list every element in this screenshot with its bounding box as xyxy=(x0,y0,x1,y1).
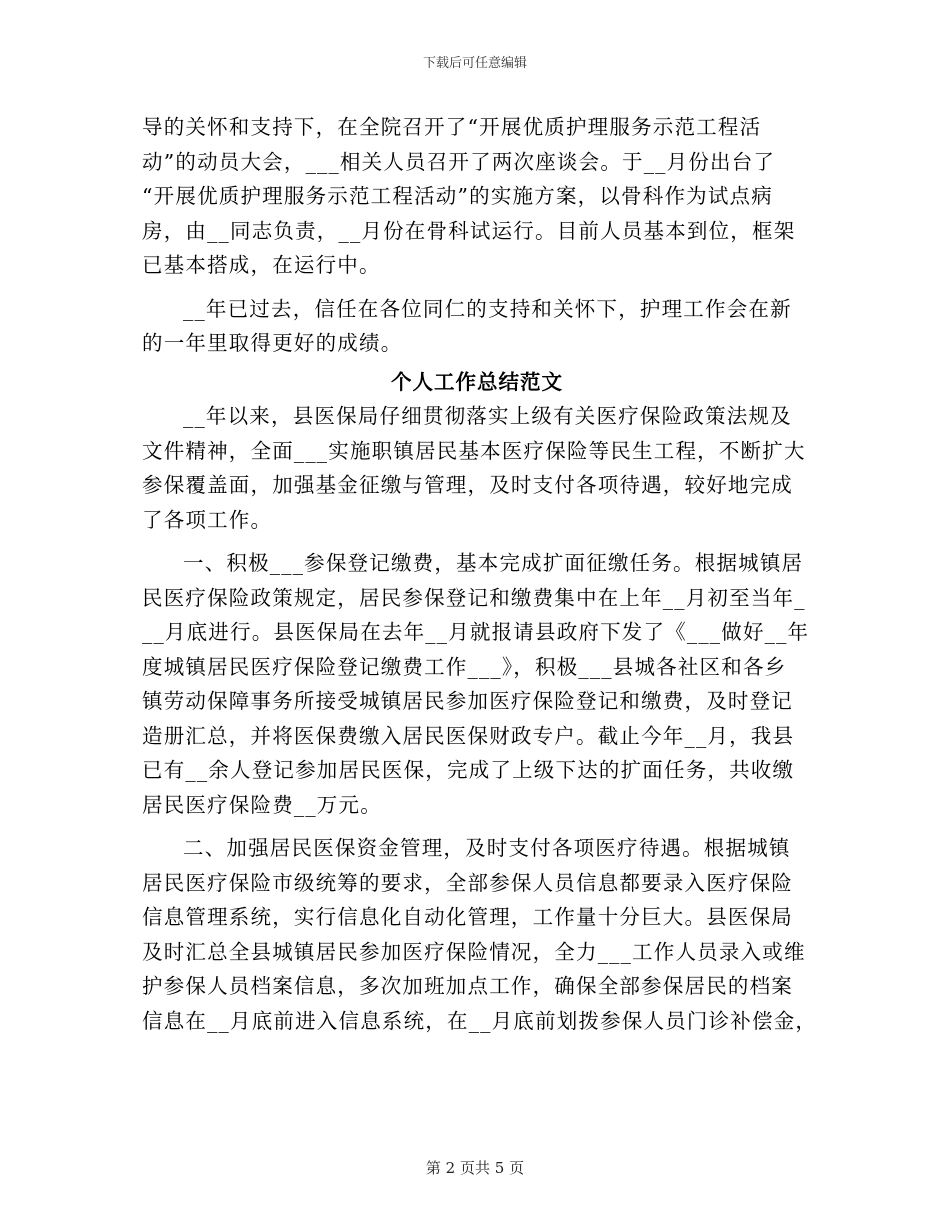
text-line: 一、积极___参保登记缴费，基本完成扩面征缴任务。根据城镇居 xyxy=(183,551,804,575)
text-line: __月底进行。县医保局在去年__月就报请县政府下发了《___做好__年 xyxy=(142,620,810,644)
text-line: __年已过去，信任在各位同仁的支持和关怀下，护理工作会在新 xyxy=(183,296,792,321)
text-line: 镇劳动保障事务所接受城镇居民参加医疗保险登记和缴费，及时登记 xyxy=(142,689,793,713)
document-body xyxy=(142,110,818,1038)
text-line: 的一年里取得更好的成绩。 xyxy=(142,331,403,355)
text-line: 了各项工作。 xyxy=(142,507,273,532)
text-line: 已基本搭成，在运行中。 xyxy=(142,253,381,277)
text-line: 度城镇居民医疗保险登记缴费工作___》，积极___县城各社区和各乡 xyxy=(142,654,787,679)
page-header: 下载后可任意编辑 xyxy=(422,56,527,71)
text-line: 居民医疗保险市级统筹的要求，全部参保人员信息都要录入医疗保险 xyxy=(142,870,793,895)
section-title: 个人工作总结范文 xyxy=(391,369,563,394)
text-line: 信息管理系统，实行信息化自动化管理，工作量十分巨大。县医保局 xyxy=(142,905,793,929)
paragraph xyxy=(142,399,812,537)
text-line: “开展优质护理服务示范工程活动”的实施方案，以骨科作为试点病 xyxy=(142,184,773,208)
text-line: 动”的动员大会，___相关人员召开了两次座谈会。于__月份出台了 xyxy=(142,149,776,174)
text-line: 及时汇总全县城镇居民参加医疗保险情况，全力___工作人员录入或维 xyxy=(142,939,806,964)
page-footer: 第 2 页共 5 页 xyxy=(425,1159,525,1177)
paragraph xyxy=(142,831,818,1038)
text-line: 参保覆盖面，加强基金征缴与管理，及时支付各项待遇，较好地完成 xyxy=(142,473,793,497)
text-line: 护参保人员档案信息，多次加班加点工作，确保全部参保居民的档案 xyxy=(142,974,793,998)
text-line: __年以来，县医保局仔细贯彻落实上级有关医疗保险政策法规及 xyxy=(183,404,792,428)
text-line: 居民医疗保险费__万元。 xyxy=(142,792,382,817)
paragraph xyxy=(142,110,812,283)
text-line: 已有__余人登记参加居民医保，完成了上级下达的扩面任务，共收缴 xyxy=(142,758,795,782)
text-line: 信息在__月底前进入信息系统，在__月底前划拨参保人员门诊补偿金， xyxy=(142,1008,818,1033)
text-line: 导的关怀和支持下，在全院召开了“开展优质护理服务示范工程活 xyxy=(142,115,762,139)
text-line: 民医疗保险政策规定，居民参保登记和缴费集中在上年__月初至当年_ xyxy=(142,585,806,610)
text-line: 文件精神，全面___实施职镇居民基本医疗保险等民生工程，不断扩大 xyxy=(142,438,806,463)
text-line: 二、加强居民医保资金管理，及时支付各项医疗待遇。根据城镇 xyxy=(183,836,791,860)
text-line: 房，由__同志负责，__月份在骨科试运行。目前人员基本到位，框架 xyxy=(142,218,796,243)
paragraph xyxy=(142,292,812,361)
paragraph xyxy=(142,546,812,822)
text-line: 造册汇总，并将医保费缴入居民医保财政专户。截止今年__月，我县 xyxy=(142,723,795,748)
